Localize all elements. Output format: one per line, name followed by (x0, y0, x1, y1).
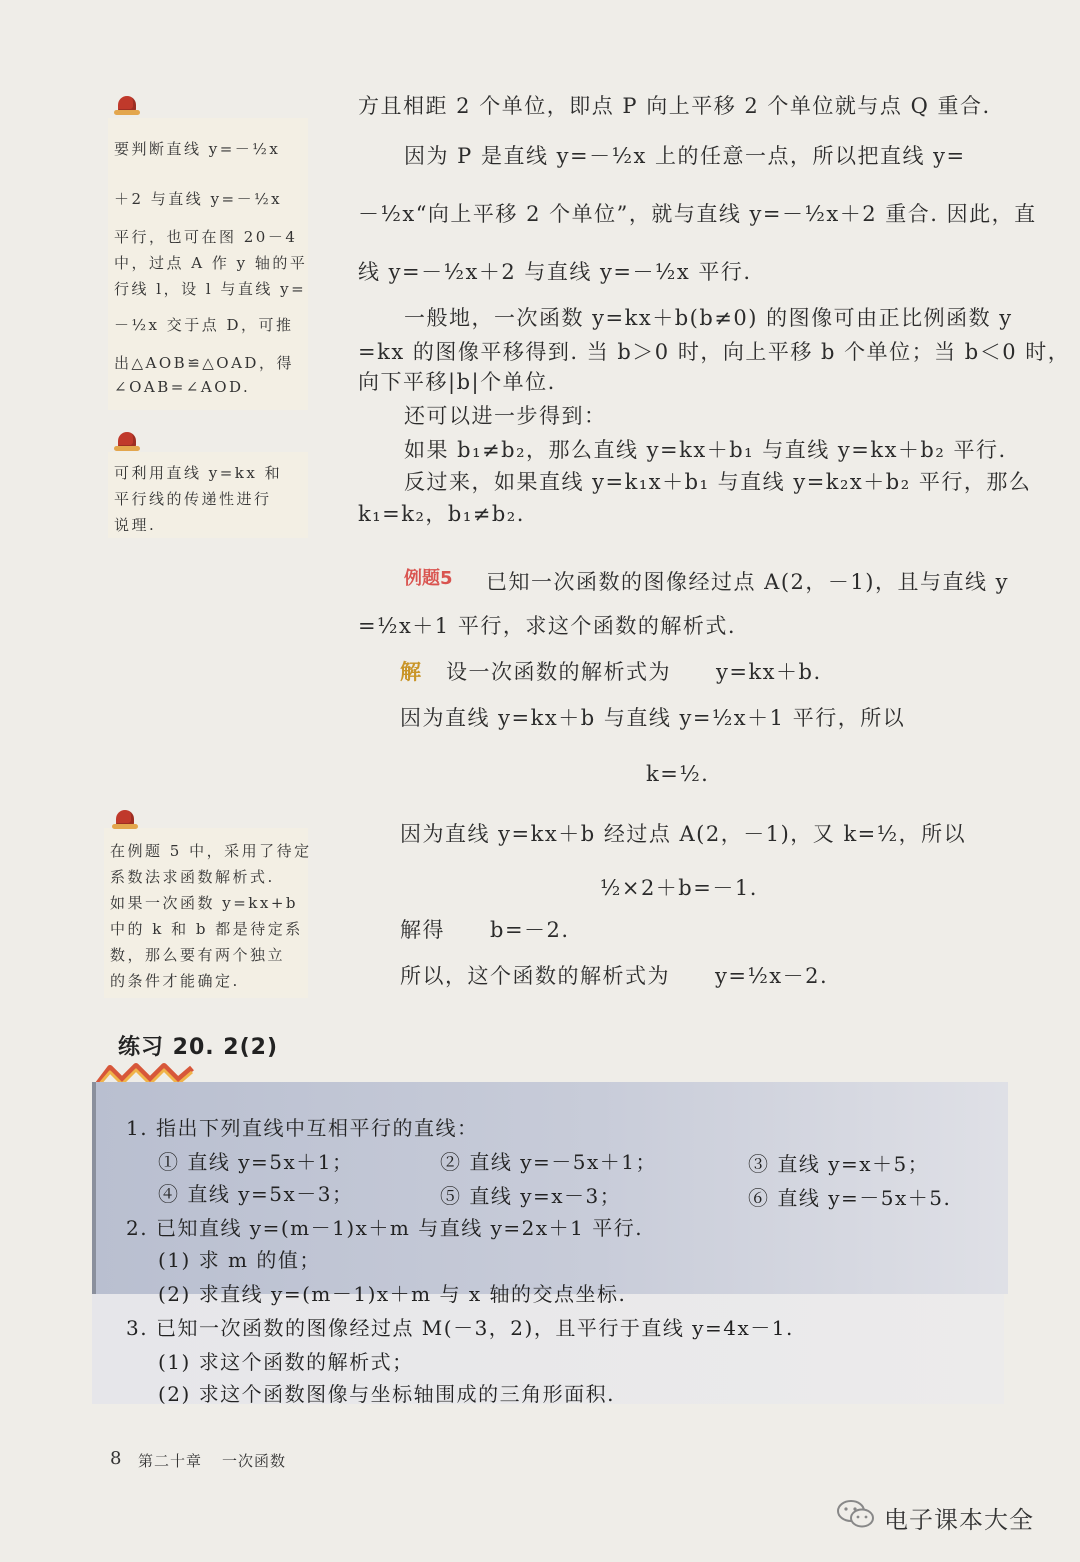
exercise-q2: 2. 已知直线 y=(m－1)x＋m 与直线 y=2x＋1 平行. (126, 1216, 644, 1240)
exercise-q1-item-4: ④ 直线 y=5x－3； (158, 1182, 354, 1206)
exercise-q1-item-3: ③ 直线 y=x＋5； (748, 1152, 930, 1176)
example-line-2: =½x＋1 平行，求这个函数的解析式. (358, 614, 737, 638)
chapter-title: 一次函数 (222, 1452, 287, 1470)
body-line-2: 因为 P 是直线 y=－½x 上的任意一点，所以把直线 y= (404, 144, 966, 168)
sidebar-note-1-line-7: 出△AOB≌△OAD，得 (114, 354, 294, 372)
solution-line-7: 所以，这个函数的解析式为 y=½x－2. (400, 964, 829, 988)
solution-line-2: 因为直线 y=kx＋b 与直线 y=½x＋1 平行，所以 (400, 706, 906, 730)
body-line-5: 一般地，一次函数 y=kx＋b(b≠0) 的图像可由正比例函数 y (404, 306, 1013, 330)
exercise-q1-item-6: ⑥ 直线 y=－5x＋5. (748, 1186, 952, 1210)
exercise-q1: 1. 指出下列直线中互相平行的直线： (126, 1116, 479, 1140)
sidebar-note-3-line-1: 在例题 5 中，采用了待定 (110, 842, 312, 860)
sidebar-note-2-line-1: 可利用直线 y=kx 和 (114, 464, 283, 482)
sidebar-note-3-line-4: 中的 k 和 b 都是待定系 (110, 920, 303, 938)
solution-line-5: ½×2＋b=－1. (600, 876, 758, 900)
example-label: 例题5 (404, 568, 453, 589)
sidebar-note-3-line-6: 的条件才能确定. (110, 972, 240, 990)
bell-icon (110, 806, 140, 832)
bell-icon (112, 428, 142, 454)
sidebar-note-1-line-2: ＋2 与直线 y=－½x (114, 190, 283, 208)
sidebar-note-1-line-6: －½x 交于点 D，可推 (114, 316, 294, 334)
body-line-6: =kx 的图像平移得到. 当 b＞0 时，向上平移 b 个单位；当 b＜0 时， (358, 340, 1071, 364)
solution-line-3: k=½. (646, 762, 710, 786)
sidebar-note-1-line-3: 平行，也可在图 20－4 (114, 228, 298, 246)
solution-line-4: 因为直线 y=kx＋b 经过点 A(2，－1)，又 k=½，所以 (400, 822, 967, 846)
body-line-11: k₁=k₂，b₁≠b₂. (358, 502, 525, 526)
sidebar-note-1-line-1: 要判断直线 y=－½x (114, 140, 281, 158)
exercise-q1-item-5: ⑤ 直线 y=x－3； (440, 1184, 622, 1208)
body-line-4: 线 y=－½x＋2 与直线 y=－½x 平行. (358, 260, 752, 284)
exercise-q2-part-2: (2) 求直线 y=(m－1)x＋m 与 x 轴的交点坐标. (158, 1282, 627, 1306)
body-line-1: 方且相距 2 个单位，即点 P 向上平移 2 个单位就与点 Q 重合. (358, 94, 991, 118)
body-line-3: －½x“向上平移 2 个单位”，就与直线 y=－½x＋2 重合. 因此，直 (358, 202, 1037, 226)
solution-label: 解 (400, 659, 423, 684)
exercise-q1-item-1: ① 直线 y=5x＋1； (158, 1150, 354, 1174)
sidebar-note-1-line-5: 行线 l，设 l 与直线 y= (114, 280, 307, 298)
exercise-q2-part-1: (1) 求 m 的值； (158, 1248, 321, 1272)
exercise-q3-part-2: (2) 求这个函数图像与坐标轴围成的三角形面积. (158, 1382, 616, 1406)
sidebar-note-1-line-8: ∠OAB=∠AOD. (114, 378, 251, 396)
exercise-q3-part-1: (1) 求这个函数的解析式； (158, 1350, 414, 1374)
watermark-text: 电子课本大全 (884, 1506, 1034, 1534)
solution-line-6: 解得 b=－2. (400, 918, 570, 942)
sidebar-note-3-line-2: 系数法求函数解析式. (110, 868, 275, 886)
sidebar-note-3-line-3: 如果一次函数 y=kx+b (110, 894, 299, 912)
bell-icon (112, 92, 142, 118)
chapter-label: 第二十章 (138, 1452, 203, 1470)
exercise-q3: 3. 已知一次函数的图像经过点 M(－3，2)，且平行于直线 y=4x－1. (126, 1316, 794, 1340)
body-line-10: 反过来，如果直线 y=k₁x＋b₁ 与直线 y=k₂x＋b₂ 平行，那么 (404, 470, 1032, 494)
wechat-icon (836, 1498, 876, 1530)
body-line-8: 还可以进一步得到： (404, 404, 607, 428)
page-number: 8 (110, 1448, 123, 1469)
body-line-9: 如果 b₁≠b₂，那么直线 y=kx＋b₁ 与直线 y=kx＋b₂ 平行. (404, 438, 1007, 462)
exercise-q1-item-2: ② 直线 y=－5x＋1； (440, 1150, 657, 1174)
sidebar-note-3-line-5: 数，那么要有两个独立 (110, 946, 286, 964)
sidebar-note-2-line-2: 平行线的传递性进行 (114, 490, 272, 508)
solution-line-1: 设一次函数的解析式为 y=kx＋b. (446, 660, 822, 684)
sidebar-note-1-line-4: 中，过点 A 作 y 轴的平 (114, 254, 308, 272)
body-line-7: 向下平移|b|个单位. (358, 370, 556, 394)
example-line-1: 已知一次函数的图像经过点 A(2，－1)，且与直线 y (486, 570, 1009, 594)
exercise-title: 练习 20. 2(2) (118, 1035, 279, 1060)
sidebar-note-2-line-3: 说理. (114, 516, 157, 534)
